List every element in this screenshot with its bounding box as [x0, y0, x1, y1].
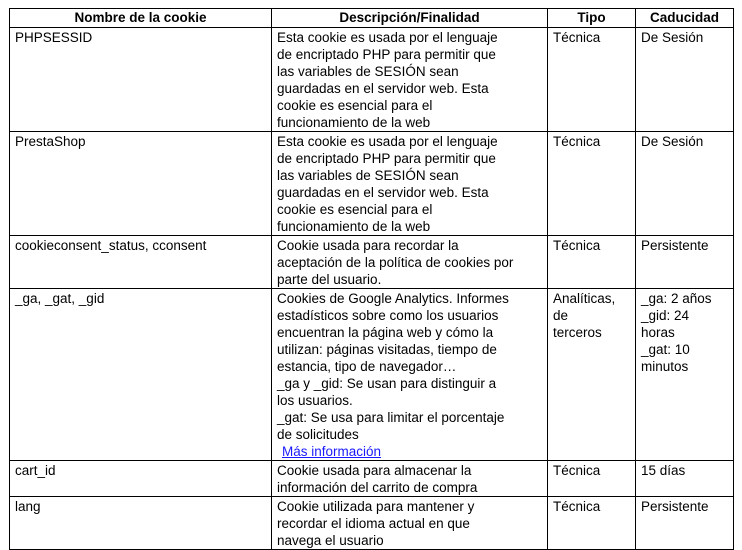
header-name: Nombre de la cookie	[10, 9, 272, 28]
description-line: de solicitudes	[277, 427, 359, 442]
cookie-type	[548, 461, 636, 497]
description-line: los usuarios.	[277, 393, 353, 408]
cookie-description	[272, 461, 548, 497]
cookie-table	[9, 8, 734, 550]
description-line: las variables de SESIÓN sean	[277, 64, 459, 79]
type-line: Técnica	[553, 238, 601, 253]
description-line: estadísticos sobre como los usuarios	[277, 308, 499, 323]
type-line: terceros	[553, 325, 602, 340]
more-info-link[interactable]: Más información	[282, 444, 382, 459]
description-line: navega el usuario	[277, 533, 384, 548]
description-line: Esta cookie es usada por el lenguaje	[277, 134, 498, 149]
type-line: Analíticas,	[553, 291, 616, 306]
table-row	[10, 236, 734, 289]
expiry-line: _gat: 10	[641, 342, 690, 357]
description-line: aceptación de la política de cookies por	[277, 255, 514, 270]
description-line: guardadas en el servidor web. Esta	[277, 185, 489, 200]
header-row	[10, 9, 734, 28]
cookie-description	[272, 497, 548, 550]
description-line: funcionamiento de la web	[277, 115, 431, 130]
description-line: Cookies de Google Analytics. Informes	[277, 291, 509, 306]
cookie-expiry	[636, 236, 734, 289]
description-line: Cookie usada para recordar la	[277, 238, 459, 253]
table-row	[10, 132, 734, 236]
description-line: cookie es esencial para el	[277, 98, 433, 113]
table-row	[10, 461, 734, 497]
expiry-line: minutos	[641, 359, 689, 374]
cookie-name: PrestaShop	[10, 132, 272, 236]
description-line: Cookie usada para almacenar la	[277, 463, 472, 478]
cookie-type	[548, 28, 636, 132]
type-line: Técnica	[553, 463, 601, 478]
header-description: Descripción/Finalidad	[272, 9, 548, 28]
type-line: Técnica	[553, 499, 601, 514]
description-line: _gat: Se usa para limitar el porcentaje	[277, 410, 505, 425]
cookie-name: lang	[10, 497, 272, 550]
table-row	[10, 497, 734, 550]
description-line: guardadas en el servidor web. Esta	[277, 81, 489, 96]
cookie-description	[272, 28, 548, 132]
cookie-expiry	[636, 289, 734, 461]
cookie-expiry	[636, 461, 734, 497]
cookie-type	[548, 289, 636, 461]
header-expiry: Caducidad	[636, 9, 734, 28]
cookie-expiry	[636, 132, 734, 236]
cookie-expiry	[636, 28, 734, 132]
expiry-line: 15 días	[641, 463, 686, 478]
description-line: las variables de SESIÓN sean	[277, 168, 459, 183]
description-line: información del carrito de compra	[277, 480, 478, 495]
cookie-name: PHPSESSID	[10, 28, 272, 132]
expiry-line: _gid: 24	[641, 308, 690, 323]
cookie-expiry	[636, 497, 734, 550]
description-line: utilizan: páginas visitadas, tiempo de	[277, 342, 497, 357]
cookie-name: cookieconsent_status, cconsent	[10, 236, 272, 289]
description-line: de encriptado PHP para permitir que	[277, 151, 496, 166]
type-line: de	[553, 308, 569, 323]
expiry-line: _ga: 2 años	[641, 291, 712, 306]
cookie-description	[272, 289, 548, 461]
expiry-line: Persistente	[641, 238, 709, 253]
table-row	[10, 28, 734, 132]
cookie-name: _ga, _gat, _gid	[10, 289, 272, 461]
cookie-description	[272, 236, 548, 289]
cookie-type	[548, 236, 636, 289]
cookie-name: cart_id	[10, 461, 272, 497]
cookie-type	[548, 132, 636, 236]
description-line: funcionamiento de la web	[277, 219, 431, 234]
description-line: estancia, tipo de navegador…	[277, 359, 457, 374]
description-line: cookie es esencial para el	[277, 202, 433, 217]
expiry-line: De Sesión	[641, 30, 704, 45]
cookie-type	[548, 497, 636, 550]
description-line: _ga y _gid: Se usan para distinguir a	[277, 376, 497, 391]
description-line: parte del usuario.	[277, 272, 382, 287]
header-type: Tipo	[548, 9, 636, 28]
table-row	[10, 289, 734, 461]
description-line: recordar el idioma actual en que	[277, 516, 470, 531]
description-line: encuentran la página web y cómo la	[277, 325, 494, 340]
expiry-line: De Sesión	[641, 134, 704, 149]
cookie-description	[272, 132, 548, 236]
type-line: Técnica	[553, 134, 601, 149]
description-line: Cookie utilizada para mantener y	[277, 499, 475, 514]
type-line: Técnica	[553, 30, 601, 45]
expiry-line: horas	[641, 325, 675, 340]
description-line: de encriptado PHP para permitir que	[277, 47, 496, 62]
description-line: Esta cookie es usada por el lenguaje	[277, 30, 498, 45]
expiry-line: Persistente	[641, 499, 709, 514]
